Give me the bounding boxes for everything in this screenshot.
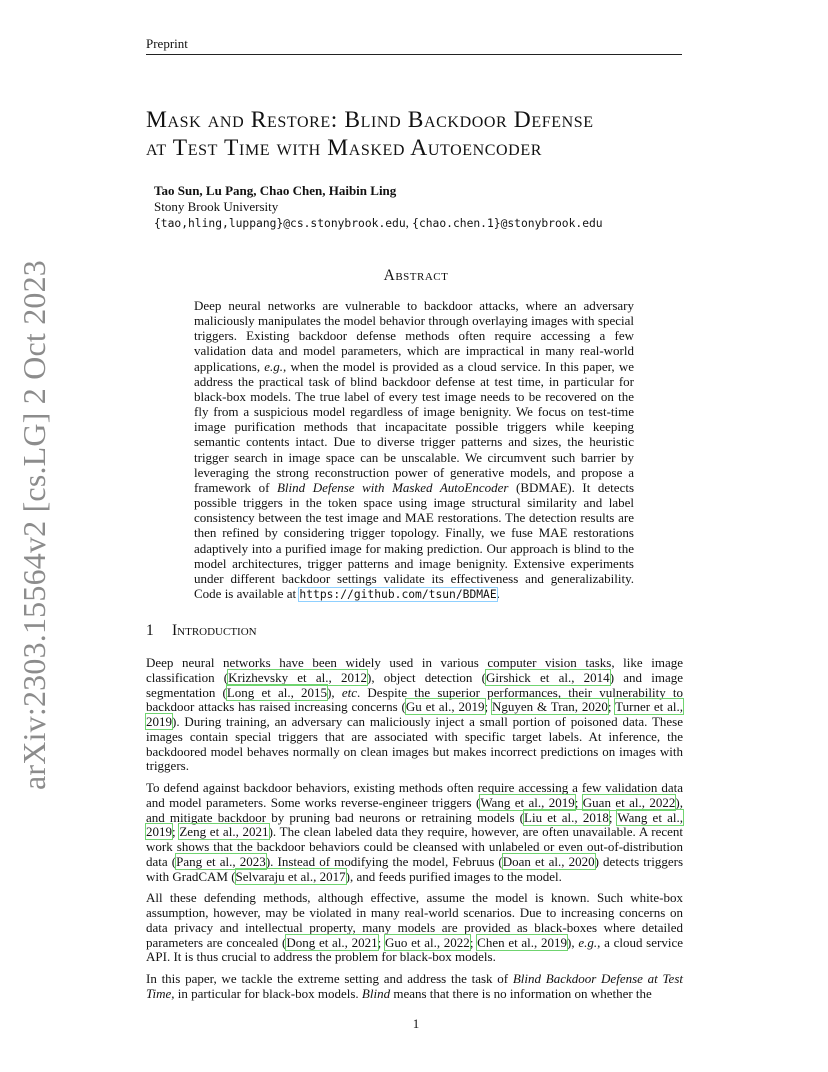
abstract-part-3: (BDMAE). It detects possible triggers in the token space using image structural similarity and label consistency between the test image and MAE restorations. The detection results are then refined by considering trigger topology. Finally, we fuse MAE restorations adaptively into a purified image for making prediction. Our approach is blind to the model architectures, trigger patterns and image benignity. Extensive experiments under different backdoor settings validate its effectiveness and generalizability. Code is available at <box>194 479 635 601</box>
title-line-1: Mask and Restore: Blind Backdoor Defense <box>146 107 594 133</box>
citation-link[interactable]: Wang et al., 2019 <box>146 809 683 840</box>
intro-paragraph: Deep neural networks have been widely used in various computer vision tasks, like image classification (Krizhevsky et al., 2012), object detection (Girshick et al., 2014) and image segmentation (Long et al., 2015), etc. Despite the superior performances, their vulnerability to backdoor attacks has raised increasing concerns (Gu et al., 2019; Nguyen & Tran, 2020; Turner et al., 2019). During training, an adversary can maliciously inject a small portion of poisoned data. These images contain special triggers that are associated with specific target labels. At inference, the backdoored model behaves normally on clean images but makes incorrect predictions on images with triggers. <box>146 655 684 774</box>
citation-link[interactable]: Dong et al., 2021 <box>286 934 378 950</box>
citation-link[interactable]: Wang et al., 2019 <box>480 794 575 810</box>
citation-link[interactable]: Nguyen & Tran, 2020 <box>492 699 608 715</box>
citation-link[interactable]: Zeng et al., 2021 <box>179 824 269 840</box>
citation-link[interactable]: Guo et al., 2022 <box>385 934 470 950</box>
intro-paragraph: To defend against backdoor behaviors, existing methods often require accessing a few validation data and model parameters. Some works reverse-engineer triggers (Wang et al., 2019; Guan et al., 2022), and mitigate backdoor by pruning bad neurons or retraining models (Liu et al., 2018; Wang et al., 2019; Zeng et al., 2021). The clean labeled data they require, however, are often unavailable. A recent work shows that the backdoor behaviors could be cleansed with unlabeled or even out-of-distribution data (Pang et al., 2023). Instead of modifying the model, Februus (Doan et al., 2020) detects triggers with GradCAM (Selvaraju et al., 2017), and feeds purified images to the model. <box>146 780 684 884</box>
abstract-heading: Abstract <box>383 267 449 284</box>
code-link[interactable]: https://github.com/tsun/BDMAE <box>299 587 497 601</box>
page-number: 1 <box>412 1016 420 1031</box>
citation-link[interactable]: Selvaraju et al., 2017 <box>235 868 346 884</box>
section-number: 1 <box>146 622 154 639</box>
italic-text: Blind Backdoor Defense at Test Time <box>146 971 683 1001</box>
citation-link[interactable]: Girshick et al., 2014 <box>485 669 610 685</box>
citation-link[interactable]: Doan et al., 2020 <box>502 853 595 869</box>
italic-text: Blind <box>361 985 391 1001</box>
section-title: Introduction <box>172 622 257 639</box>
author-names: Tao Sun, Lu Pang, Chao Chen, Haibin Ling <box>154 183 397 198</box>
abstract-text <box>194 298 634 602</box>
citation-link[interactable]: Turner et al., 2019 <box>146 699 684 729</box>
arxiv-sidebar <box>14 260 54 790</box>
affiliation: Stony Brook University <box>154 199 279 214</box>
email-1[interactable]: {tao,hling,luppang}@cs.stonybrook.edu <box>154 217 406 230</box>
intro-paragraph: All these defending methods, although effective, assume the model is known. Such white-box assumption, however, may be violated in many real-world scenarios. Due to increasing concerns on data privacy and intellectual property, many models are provided as black-boxes where detailed parameters are concealed (Dong et al., 2021; Guo et al., 2022; Chen et al., 2019), e.g., a cloud service API. It is thus crucial to address the problem for black-box models. <box>146 890 683 965</box>
author-block <box>154 183 684 232</box>
italic-text: etc <box>341 684 357 700</box>
section-heading-introduction <box>146 622 686 640</box>
citation-link[interactable]: Krizhevsky et al., 2012 <box>228 669 367 685</box>
citation-link[interactable]: Gu et al., 2019 <box>405 699 485 715</box>
email-line <box>154 215 684 232</box>
citation-link[interactable]: Pang et al., 2023 <box>176 853 266 869</box>
framework-name: Blind Defense with Masked AutoEncoder <box>276 479 509 495</box>
citation-link[interactable]: Long et al., 2015 <box>226 684 328 700</box>
abstract-part-1: Deep neural networks are vulnerable to backdoor attacks, where an adversary maliciously manipulates the model behavior through overlaying images with special triggers. Existing backdoor defense methods often require accessing a few validation data and model parameters, which are impractical in many real-world applications, <box>194 298 634 374</box>
title-line-2: at Test Time with Masked Autoencoder <box>146 135 542 161</box>
email-separator: , <box>405 215 413 230</box>
email-2[interactable]: {chao.chen.1}@stonybrook.edu <box>412 217 603 230</box>
abstract-part-2: , when the model is provided as a cloud service. In this paper, we address the practical task of blind backdoor defense at test time, in particular for black-box models. The true label of every test image needs to be recovered on the fly from a suspicious model regardless of image benignity. We focus on test-time image purification methods that incapacitate possible triggers while keeping semantic contents intact. Due to diverse trigger patterns and sizes, the heuristic trigger search in image space can be unscalable. We circumvent such barrier by leveraging the strong reconstruction power of generative models, and propose a framework of <box>194 358 634 495</box>
italic-text: e.g. <box>578 934 598 950</box>
arxiv-identifier: arXiv:2303.15564v2 [cs.LG] 2 Oct 2023 <box>15 260 52 790</box>
abstract-part-4: . <box>496 585 500 601</box>
abstract-eg: e.g. <box>264 358 284 374</box>
citation-link[interactable]: Chen et al., 2019 <box>477 934 568 950</box>
citation-link[interactable]: Liu et al., 2018 <box>524 809 609 825</box>
citation-link[interactable]: Guan et al., 2022 <box>582 794 676 810</box>
intro-paragraph: In this paper, we tackle the extreme setting and address the task of Blind Backdoor Defense at Test Time, in particular for black-box models. Blind means that there is no information on whether the <box>146 971 683 1001</box>
introduction-body <box>146 656 683 1009</box>
paper-title <box>146 106 686 162</box>
running-head: Preprint <box>146 36 682 55</box>
